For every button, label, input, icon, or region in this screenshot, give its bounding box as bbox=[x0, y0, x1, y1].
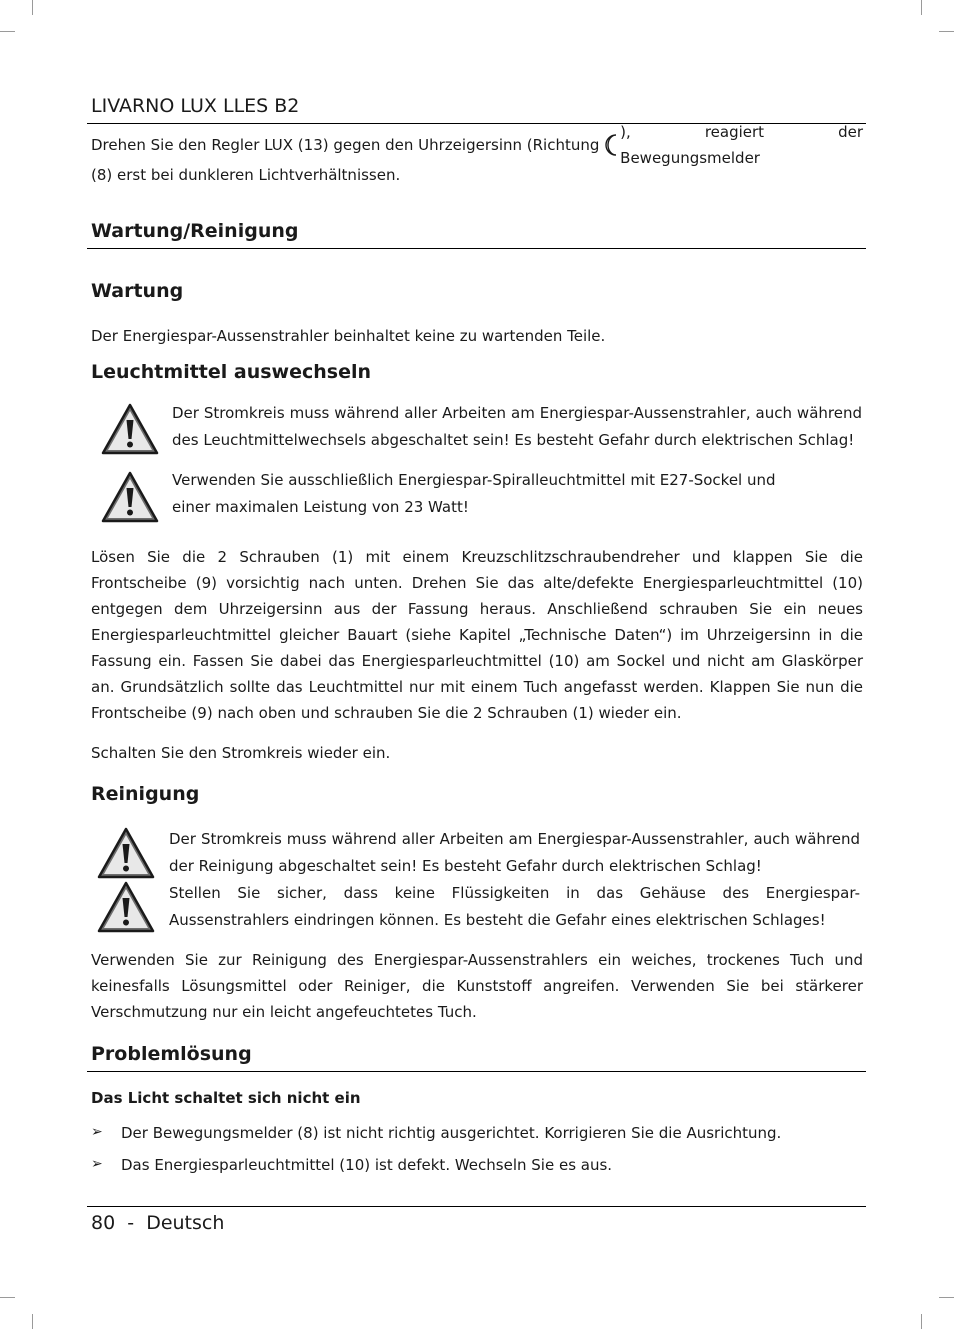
crop-mark bbox=[32, 0, 33, 15]
warning-text-liquids: Stellen Sie sicher, dass keine Flüssigkeiten in das Gehäuse des Energiespar-Aussenstrahlers eindringen können. Es besteht die Gefahr eines elektrischen Schlages! bbox=[169, 884, 860, 929]
page-footer: 80 - Deutsch bbox=[91, 1212, 225, 1234]
crop-mark bbox=[32, 1314, 33, 1329]
list-item: Das Energiesparleuchtmittel (10) ist defekt. Wechseln Sie es aus. bbox=[121, 1156, 613, 1174]
bullet-arrow-icon: ➢ bbox=[91, 1156, 103, 1172]
crop-mark bbox=[939, 31, 954, 32]
section-rule bbox=[87, 248, 866, 249]
intro-line-2: (8) erst bei dunkleren Lichtverhältnissen. bbox=[91, 166, 401, 184]
reinigung-heading: Reinigung bbox=[91, 783, 200, 805]
intro-text-1: Drehen Sie den Regler LUX (13) gegen den Uhrzeigersinn (Richtung bbox=[91, 136, 605, 154]
intro-line-1 bbox=[91, 123, 863, 167]
wartung-heading: Wartung bbox=[91, 280, 184, 302]
section-title-maintenance: Wartung/Reinigung bbox=[91, 220, 299, 242]
intro-text-2: ), reagiert der Bewegungsmelder bbox=[620, 123, 863, 167]
moon-icon bbox=[605, 133, 619, 157]
bullet-arrow-icon: ➢ bbox=[91, 1124, 103, 1140]
intro-paragraph bbox=[91, 123, 863, 188]
section-title-troubleshooting: Problemlösung bbox=[91, 1043, 252, 1065]
warning-triangle-icon bbox=[100, 470, 160, 524]
warning-text-bulb-type: Verwenden Sie ausschließlich Energiespar-Spiralleuchtmittel mit E27-Sockel und einer maximalen Leistung von 23 Watt! bbox=[172, 471, 776, 516]
list-item: Der Bewegungsmelder (8) ist nicht richtig ausgerichtet. Korrigieren Sie die Ausrichtung. bbox=[121, 1124, 782, 1142]
document-header: LIVARNO LUX LLES B2 bbox=[91, 95, 300, 117]
crop-mark bbox=[921, 0, 922, 15]
crop-mark bbox=[0, 1297, 15, 1298]
power-on-instruction: Schalten Sie den Stromkreis wieder ein. bbox=[91, 744, 391, 762]
warning-triangle-icon bbox=[100, 402, 160, 456]
footer-rule bbox=[87, 1206, 866, 1207]
crop-mark bbox=[0, 31, 15, 32]
cleaning-instructions: Verwenden Sie zur Reinigung des Energiespar-Aussenstrahlers ein weiches, trockenes Tuch und keinesfalls Lösungsmittel oder Reiniger, die Kunststoff angreifen. Verwenden Sie bei stärkerer Verschmutzung nur ein leicht angefeuchtetes Tuch. bbox=[91, 951, 863, 1021]
warning-triangle-icon bbox=[96, 826, 156, 880]
warning-text-power-off: Der Stromkreis muss während aller Arbeiten am Energiespar-Aussenstrahler, auch während des Leuchtmittelwechsels abgeschaltet sein! Es besteht Gefahr durch elektrischen Schlag! bbox=[172, 404, 862, 449]
leuchtmittel-heading: Leuchtmittel auswechseln bbox=[91, 361, 371, 383]
crop-mark bbox=[921, 1314, 922, 1329]
crop-mark bbox=[939, 1297, 954, 1298]
problem-subtitle: Das Licht schaltet sich nicht ein bbox=[91, 1089, 361, 1107]
warning-text-cleaning-power-off: Der Stromkreis muss während aller Arbeiten am Energiespar-Aussenstrahler, auch während der Reinigung abgeschaltet sein! Es besteht Gefahr durch elektrischen Schlag! bbox=[169, 830, 860, 875]
wartung-text: Der Energiespar-Aussenstrahler beinhaltet keine zu wartenden Teile. bbox=[91, 327, 606, 345]
bulb-replacement-instructions: Lösen Sie die 2 Schrauben (1) mit einem Kreuzschlitzschraubendreher und klappen Sie die Frontscheibe (9) vorsichtig nach unten. Drehen Sie das alte/defekte Energiesparleuchtmittel (10) entgegen dem Uhrzeigersinn aus der Fassung heraus. Anschließend schrauben Sie ein neues Energiesparleuchtmittel gleicher Bauart (siehe Kapitel „Technische Daten“) im Uhrzeigersinn in die Fassung ein. Fassen Sie dabei das Energiesparleuchtmittel (10) am Sockel und nicht am Glaskörper an. Grundsätzlich sollte das Leuchtmittel nur mit einem Tuch angefasst werden. Klappen Sie nun die Frontscheibe (9) nach oben und schrauben Sie die 2 Schrauben (1) wieder ein. bbox=[91, 548, 863, 722]
warning-triangle-icon bbox=[96, 880, 156, 934]
section-rule bbox=[87, 1071, 866, 1072]
